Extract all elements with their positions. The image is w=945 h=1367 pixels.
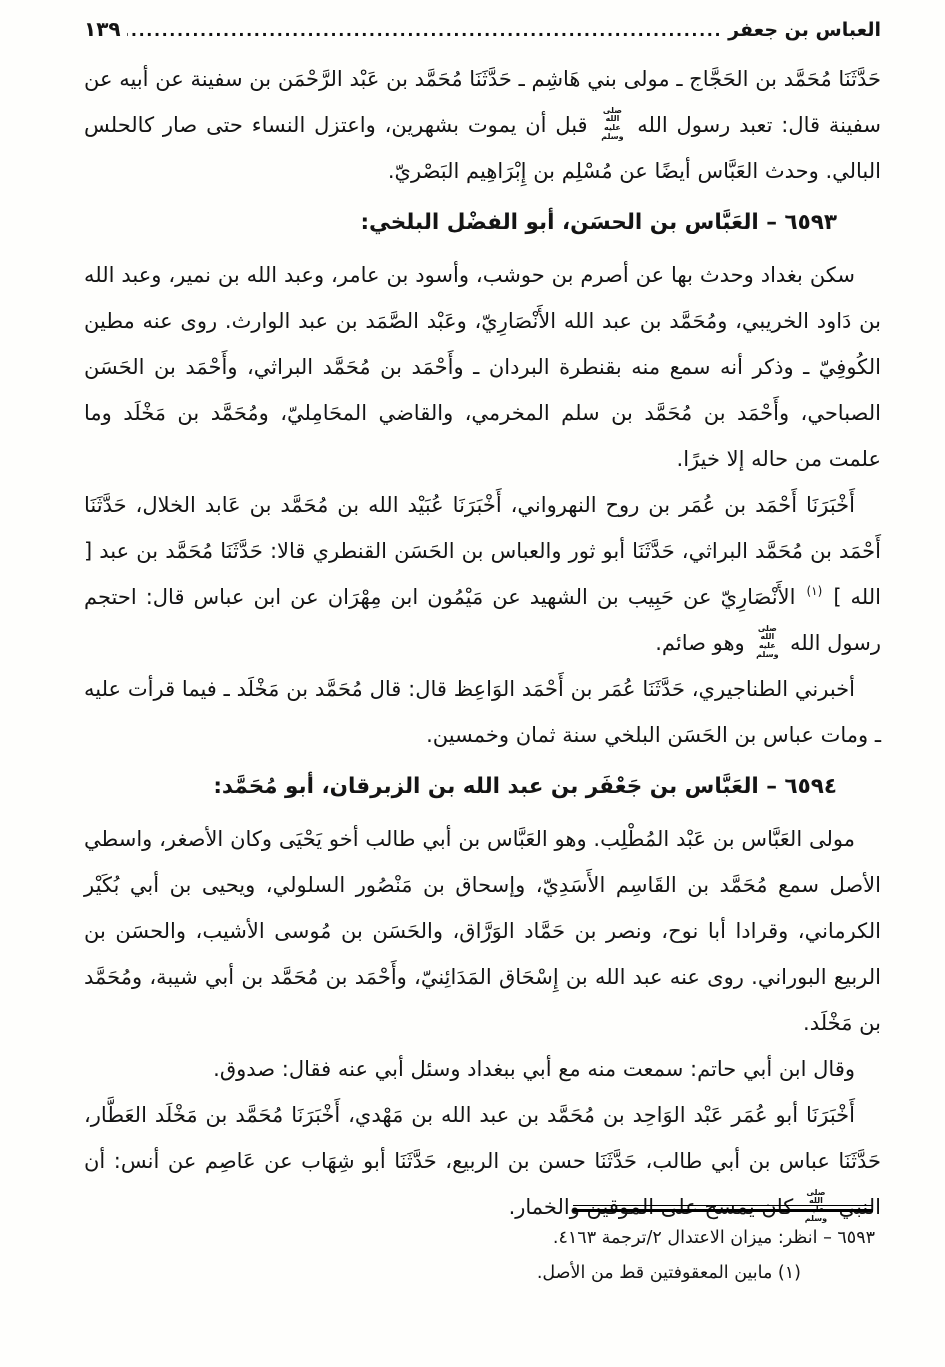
prophet-honorific-mark: صلى الله عليه وسلم: [601, 105, 624, 141]
paragraph-isnad-hijama: [84, 482, 881, 666]
entry-heading-6593: ٦٥٩٣ – العَبَّاس بن الحسَن، أبو الفضْل البلخي:: [360, 210, 837, 235]
paragraph-text: الأَنْصَارِيّ عن حَبِيب بن الشهيد عن مَيْمُون ابن مِهْرَان عن ابن عباس قال: احتجم رسول الله: [84, 585, 881, 655]
paragraph-biography-6594: مولى العَبَّاس بن عَبْد المُطْلِب. وهو العَبَّاس بن أبي طالب أخو يَحْيَى وكان الأصغر، واسطي الأصل سمع مُحَمَّد بن القَاسِم الأَسَدِيّ، وإسحاق بن مَنْصُور السلولي، ويحيى بن أبي بُكَيْر الكرماني، وقرادا أبا نوح، ونصر بن حَمَّاد الوَرَّاق، والحَسَن بن مُوسى الأشيب، والحسَن بن الربيع البوراني. روى عنه عبد الله بن إِسْحَاق المَدَائِنيّ، وأَحْمَد بن مُحَمَّد بن أبي شيبة، ومُحَمَّد بن مَخْلَد.: [84, 827, 881, 1035]
dotted-leader: [127, 17, 723, 44]
prophet-honorific-mark: صلى الله عليه وسلم: [756, 623, 779, 659]
prophet-honorific-mark: صلى الله عليه وسلم: [804, 1187, 828, 1223]
paragraph-text: قبل أن يموت بشهرين، واعتزل النساء حتى صار كالحلس البالي. وحدث العَبَّاس أيضًا عن مُسْلِم بن إِبْرَاهِيم البَصْريّ.: [84, 113, 881, 183]
footnote-list: [84, 1221, 881, 1291]
paragraph-biography-6593: سكن بغداد وحدث بها عن أصرم بن حوشب، وأسود بن عامر، وعبد الله بن نمير، وعبد الله بن دَاود الخريبي، ومُحَمَّد بن عبد الله الأَنْصَارِيّ، وعَبْد الصَّمَد بن عبد الوارث. روى عنه مطين الكُوفِيّ ـ وذكر أنه سمع منه بقنطرة البردان ـ وأَحْمَد بن مُحَمَّد البراثي، وأَحْمَد بن الحَسَن الصباحي، وأَحْمَد بن مُحَمَّد بن سلم المخرمي، والقاضي المحَامِليّ، ومُحَمَّد بن مَخْلَد وما علمت من حاله إلا خيرًا.: [84, 263, 881, 471]
entry-heading-6594: ٦٥٩٤ – العَبَّاس بن جَعْفَر بن عبد الله بن الزبرقان، أبو مُحَمَّد:: [213, 774, 837, 799]
paragraph-text: أَخْبَرَنَا أبو عُمَر عَبْد الوَاحِد بن مُحَمَّد بن عبد الله بن مَهْدي، أَخْبَرَنَا مُحَمَّد بن مَخْلَد العَطَّار، حَدَّثَنَا عباس بن أبي طالب، حَدَّثَنَا حسن بن الربيع، حَدَّثَنَا أبو شِهَاب عن عَاصِم عن أنس: أن النبي: [84, 1103, 881, 1219]
paragraph-text: أَخْبَرَنَا أَحْمَد بن عُمَر بن روح النهرواني، أَخْبَرَنَا عُبَيْد الله بن مُحَمَّد بن عَابد الخلال، حَدَّثَنَا أَحْمَد بن مُحَمَّد البراثي، حَدَّثَنَا أبو ثور والعباس بن الحَسَن القنطري قالا: حَدَّثَنَا مُحَمَّد بن عبد [ الله ]: [84, 493, 881, 609]
paragraph-ibn-abi-hatim: وقال ابن أبي حاتم: سمعت منه مع أبي ببغداد وسئل أبي عنه فقال: صدوق.: [213, 1057, 855, 1081]
paragraph-text: كان يمسح على الموقين والخمار.: [508, 1195, 800, 1219]
page-number: ١٣٩: [84, 17, 121, 41]
footnote-separator-rule: [573, 1205, 873, 1212]
paragraph-text: وهو صائم.: [655, 631, 752, 655]
running-head: [84, 16, 881, 44]
footnote-item: ٦٥٩٣ – انظر: ميزان الاعتدال ٢/ترجمة ٤١٦٣.: [552, 1228, 875, 1248]
footnote-marker: (١): [806, 584, 823, 598]
paragraph-text: حَدَّثَنَا مُحَمَّد بن الحَجَّاج ـ مولى بني هَاشِم ـ حَدَّثَنَا مُحَمَّد بن عَبْد الرَّحْمَن بن سفينة عن أبيه عن سفينة قال: تعبد رسول الله: [84, 67, 882, 137]
paragraph-death-date: أخبرني الطناجيري، حَدَّثَنَا عُمَر بن أَحْمَد الوَاعِظ قال: قال مُحَمَّد بن مَخْلَد ـ فيما قرأت عليه ـ ومات عباس بن الحَسَن البلخي سنة ثمان وخمسين.: [84, 677, 881, 747]
running-head-title: العباس بن جعفر: [728, 19, 881, 41]
paragraph-continuation: [84, 56, 881, 194]
footnote-item: (١) مابين المعقوفتين قط من الأصل.: [536, 1263, 801, 1283]
body-text: [84, 56, 881, 1230]
footnotes-section: [84, 1205, 881, 1291]
